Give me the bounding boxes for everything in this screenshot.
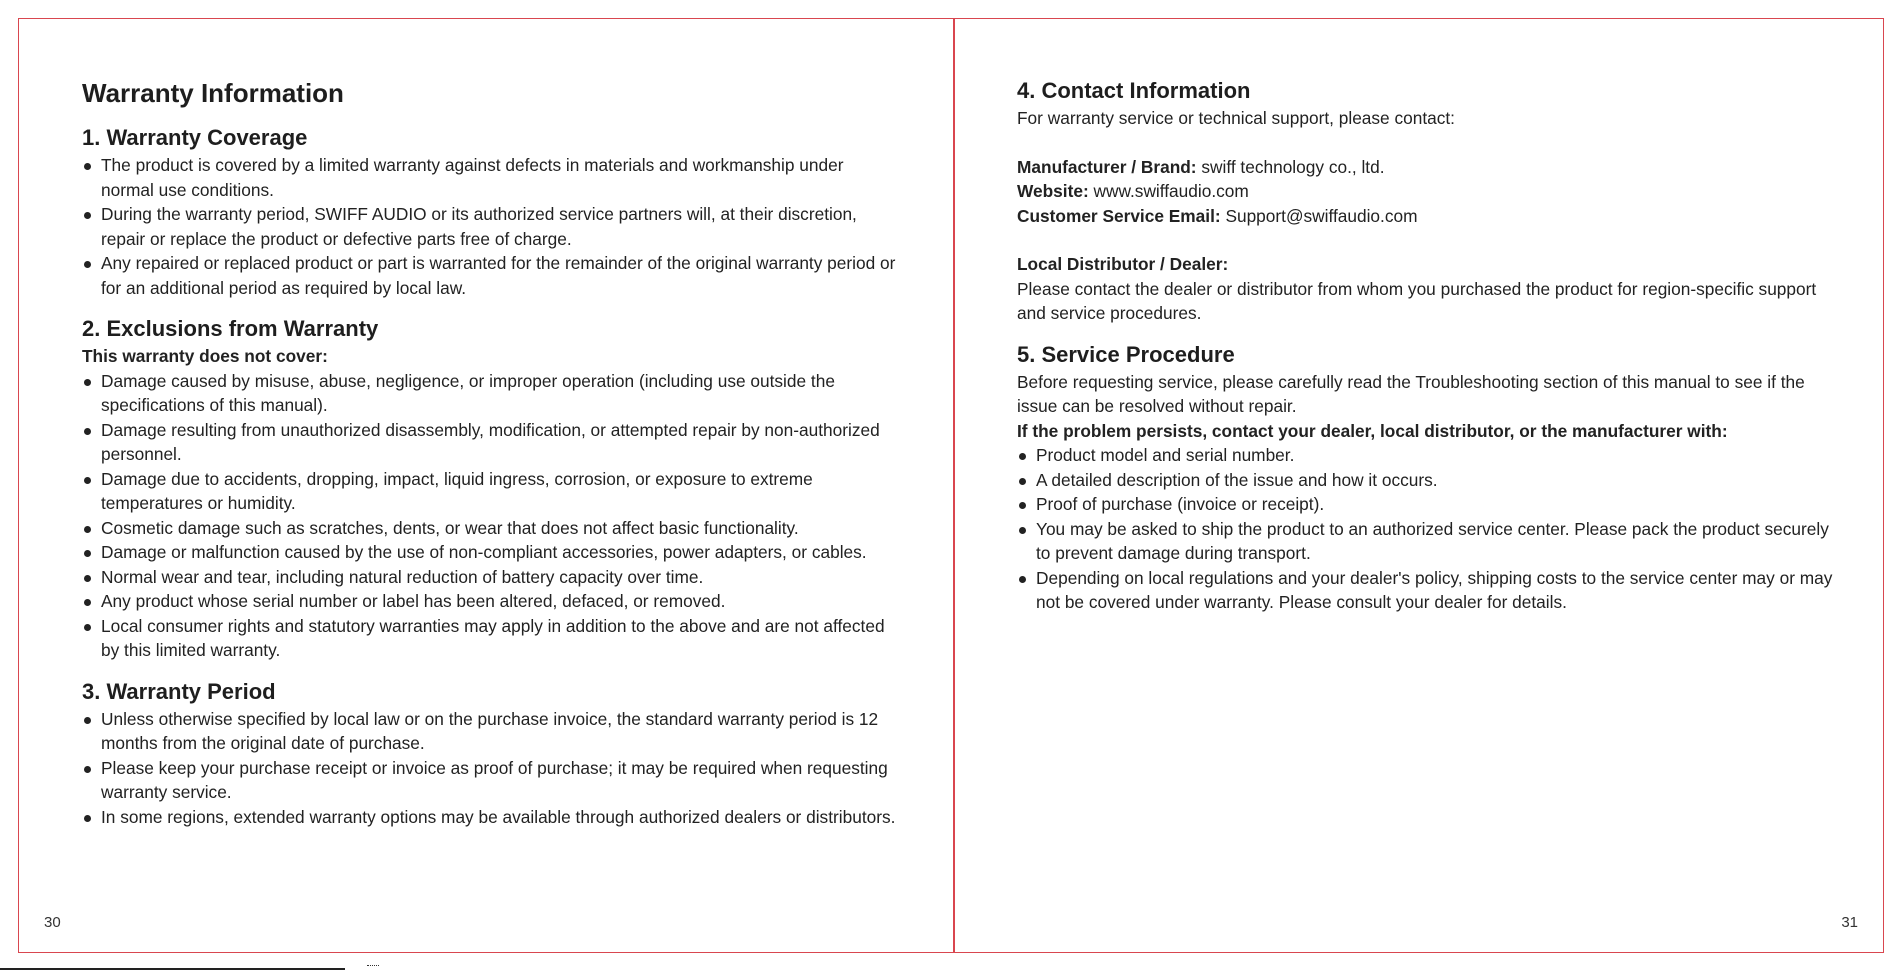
list-item: Normal wear and tear, including natural reduction of battery capacity over time. xyxy=(82,565,899,590)
left-page xyxy=(18,18,953,953)
list-item: Damage resulting from unauthorized disassembly, modification, or attempted repair by non-authorized personnel. xyxy=(82,418,899,467)
email-label: Customer Service Email: xyxy=(1017,205,1221,226)
list-item: Any repaired or replaced product or part is warranted for the remainder of the original warranty period or for an additional period as required by local law. xyxy=(82,251,899,300)
section-warranty-period xyxy=(82,679,899,830)
bullet-list xyxy=(1017,443,1844,615)
list-item: Damage or malfunction caused by the use of non-compliant accessories, power adapters, or cables. xyxy=(82,540,899,565)
section-exclusions xyxy=(82,316,899,663)
email-value: Support@swiffaudio.com xyxy=(1225,205,1418,226)
dealer-text: Please contact the dealer or distributor from whom you purchased the product for region-specific support and service procedures. xyxy=(1017,278,1817,323)
right-page xyxy=(955,18,1884,953)
list-item: Please keep your purchase receipt or invoice as proof of purchase; it may be required when requesting warranty service. xyxy=(82,756,899,805)
section-contact-information xyxy=(1017,78,1844,326)
list-item: During the warranty period, SWIFF AUDIO or its authorized service partners will, at their discretion, repair or replace the product or defective parts free of charge. xyxy=(82,202,899,251)
section-subheading: This warranty does not cover: xyxy=(82,346,328,366)
website-value: www.swiffaudio.com xyxy=(1093,181,1249,201)
website-line xyxy=(1017,179,1844,204)
list-item: Depending on local regulations and your dealer's policy, shipping costs to the service center may or may not be covered under warranty. Please consult your dealer for details. xyxy=(1017,566,1844,615)
spacer xyxy=(1017,131,1844,155)
list-item: Product model and serial number. xyxy=(1017,443,1844,468)
page-number: 31 xyxy=(1841,914,1858,931)
list-item: Any product whose serial number or label has been altered, defaced, or removed. xyxy=(82,589,899,614)
section-heading: 2. Exclusions from Warranty xyxy=(82,316,379,341)
footer-mark xyxy=(367,965,379,969)
manufacturer-line xyxy=(1017,155,1844,180)
list-item: The product is covered by a limited warranty against defects in materials and workmanship under normal use conditions. xyxy=(82,153,899,202)
section-heading: 4. Contact Information xyxy=(1017,78,1251,103)
list-item: Unless otherwise specified by local law or on the purchase invoice, the standard warranty period is 12 months from the original date of purchase. xyxy=(82,707,899,756)
page-number: 30 xyxy=(44,914,61,931)
bullet-list xyxy=(82,369,899,663)
list-item: You may be asked to ship the product to an authorized service center. Please pack the product securely to prevent damage during transport. xyxy=(1017,517,1844,566)
dealer-label: Local Distributor / Dealer: xyxy=(1017,254,1229,274)
service-intro: Before requesting service, please carefully read the Troubleshooting section of this manual to see if the issue can be resolved without repair. xyxy=(1017,371,1805,416)
page-title: Warranty Information xyxy=(82,78,344,108)
list-item: Cosmetic damage such as scratches, dents, or wear that does not affect basic functionality. xyxy=(82,516,899,541)
section-heading: 5. Service Procedure xyxy=(1017,341,1235,367)
service-subheading: If the problem persists, contact your dealer, local distributor, or the manufacturer with: xyxy=(1017,420,1728,441)
section-heading: 3. Warranty Period xyxy=(82,678,276,704)
website-label: Website: xyxy=(1017,181,1089,201)
list-item: Local consumer rights and statutory warranties may apply in addition to the above and are not affected by this limited warranty. xyxy=(82,614,899,663)
list-item: Proof of purchase (invoice or receipt). xyxy=(1017,492,1844,517)
footer-rule xyxy=(0,968,345,970)
manufacturer-label: Manufacturer / Brand: xyxy=(1017,156,1197,177)
list-item: Damage caused by misuse, abuse, negligence, or improper operation (including use outside the specifications of this manual). xyxy=(82,369,899,418)
section-heading: 1. Warranty Coverage xyxy=(82,125,308,150)
email-line xyxy=(1017,204,1844,229)
bullet-list xyxy=(82,707,899,830)
manufacturer-value: swiff technology co., ltd. xyxy=(1201,156,1385,177)
contact-intro: For warranty service or technical support, please contact: xyxy=(1017,108,1455,128)
list-item: Damage due to accidents, dropping, impact, liquid ingress, corrosion, or exposure to extreme temperatures or humidity. xyxy=(82,467,899,516)
list-item: In some regions, extended warranty options may be available through authorized dealers or distributors. xyxy=(82,805,899,830)
section-service-procedure xyxy=(1017,342,1844,615)
section-warranty-coverage xyxy=(82,125,899,300)
bullet-list xyxy=(82,153,899,300)
list-item: A detailed description of the issue and how it occurs. xyxy=(1017,468,1844,493)
spacer xyxy=(1017,228,1844,252)
